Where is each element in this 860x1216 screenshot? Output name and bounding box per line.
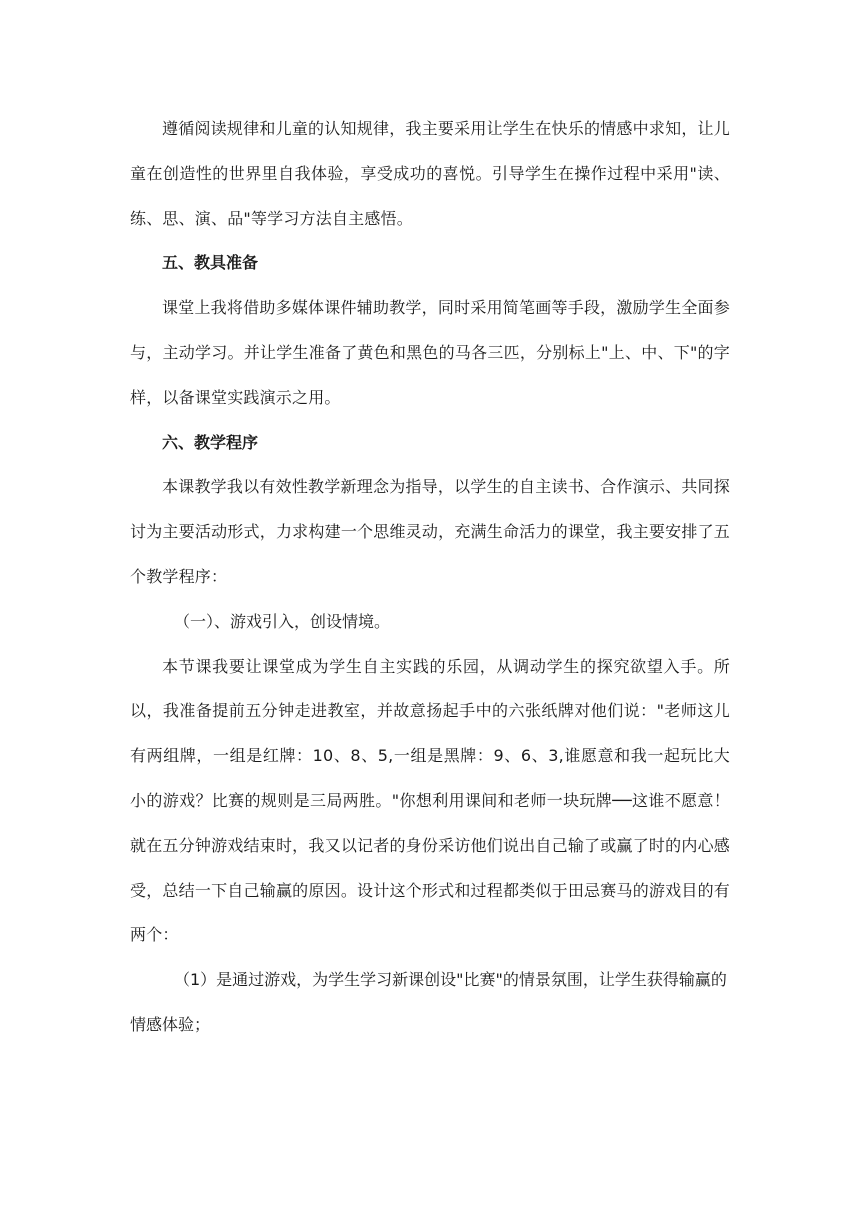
section-heading-teaching-procedure: 六、教学程序 — [162, 432, 259, 452]
paragraph-game-description: 本节课我要让课堂成为学生自主实践的乐园，从调动学生的探究欲望入手。所以，我准备提前五分钟走进教室，并故意扬起手中的六张纸牌对他们说："老师这儿有两组牌，一组是红牌：10、8、5,一组是黑牌：9、6、3,谁愿意和我一起玩比大小的游戏？比赛的规则是三局两胜。"你想利用课间和老师一块玩牌──这谁不愿意！就在五分钟游戏结束时，我又以记者的身份采访他们说出自己输了或赢了时的内心感受，总结一下自己输赢的原因。设计这个形式和过程都类似于田忌赛马的游戏目的有两个： — [130, 656, 730, 945]
paragraph-teaching-aids: 课堂上我将借助多媒体课件辅助教学，同时采用简笔画等手段，激励学生全面参与，主动学习。并让学生准备了黄色和黑色的马各三匹，分别标上"上、中、下"的字样，以备课堂实践演示之用。 — [130, 298, 730, 407]
section-heading-teaching-aids: 五、教具准备 — [162, 253, 259, 273]
paragraph-procedure-intro: 本课教学我以有效性教学新理念为指导，以学生的自主读书、合作演示、共同探讨为主要活动形式，力求构建一个思维灵动，充满生命活力的课堂，我主要安排了五个教学程序： — [130, 477, 730, 586]
paragraph-reading-rules: 遵循阅读规律和儿童的认知规律，我主要采用让学生在快乐的情感中求知，让儿童在创造性的世界里自我体验，享受成功的喜悦。引导学生在操作过程中采用"读、练、思、演、品"等学习方法自主感悟。 — [130, 119, 730, 228]
document-page — [130, 107, 730, 1048]
subheading-game-intro: （一）、游戏引入，创设情境。 — [174, 611, 391, 631]
list-item-purpose-1: （1）是通过游戏，为学生学习新课创设"比赛"的情景氛围，让学生获得输赢的情感体验； — [130, 970, 727, 1034]
